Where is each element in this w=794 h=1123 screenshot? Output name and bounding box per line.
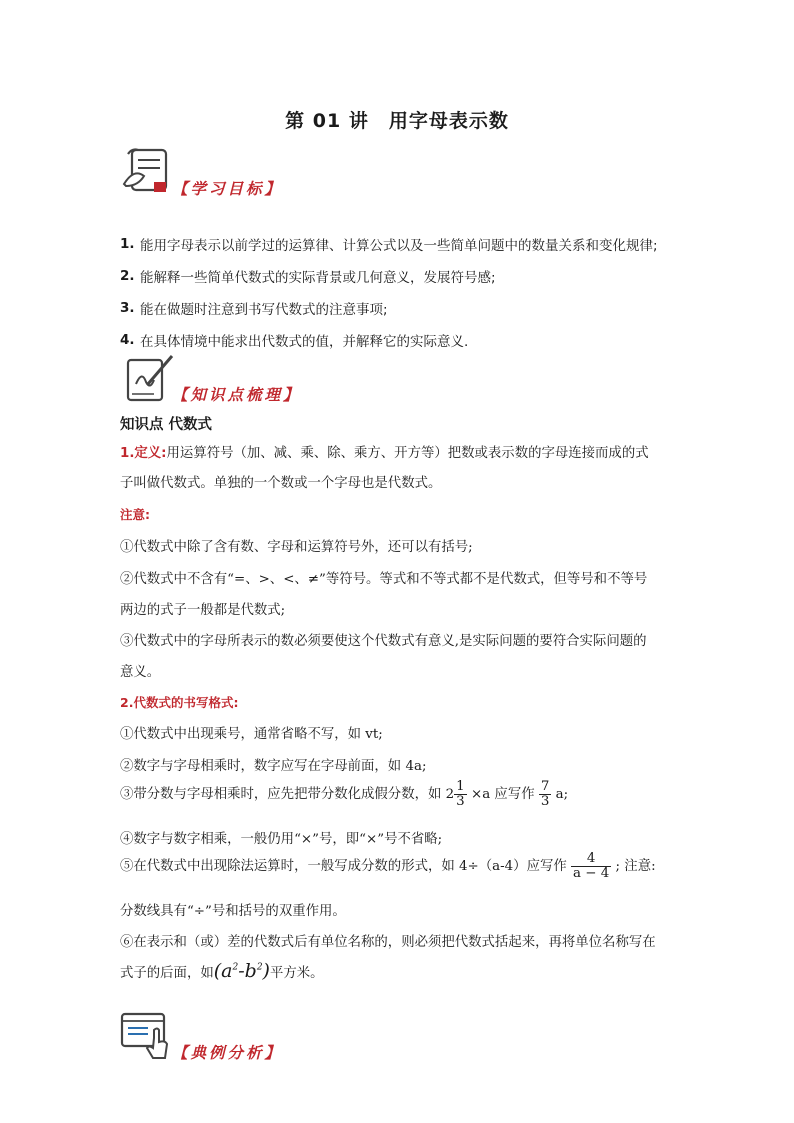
math-var-a: a [221,960,233,982]
definition-text: 用运算符号（加、减、乘、除、乘方、开方等）把数或表示数的字母连接而成的式 [166,446,649,461]
page-title: 第 01 讲 用字母表示数 [285,110,509,132]
goal-text: 能解释一些简单代数式的实际背景或几何意义，发展符号感; [140,270,496,286]
definition-line-2: 子叫做代数式。单独的一个数或一个字母也是代数式。 [120,476,442,491]
note-2-cont: 两边的式子一般都是代数式; [120,603,286,618]
mixed-fraction [454,780,467,809]
knowledge-section-badge [118,350,302,408]
goal-text: 能在做题时注意到书写代数式的注意事项; [140,302,388,318]
goals-list [120,228,700,356]
goals-section-badge [118,144,283,202]
note-1: ①代数式中除了含有数、字母和运算符号外，还可以有括号; [120,540,473,555]
fraction-numerator: 7 [540,779,550,794]
goal-item [120,292,700,324]
goals-section-label: 【学习目标】 [172,179,284,198]
format-rule-5-text: ⑤在代数式中出现除法运算时，一般写成分数的形式，如 4÷（a-4）应写作 [120,859,567,875]
improper-fraction [539,780,552,809]
format-rule-5-end: ; 注意: [615,859,656,875]
format-rule-3-mid: ×a 应写作 [470,787,535,803]
scroll-quill-icon [118,144,176,202]
note-3-cont: 意义。 [120,665,161,680]
goal-number: 3. [120,300,135,316]
format-rule-3 [120,780,680,809]
math-minus: - [238,960,245,982]
fraction-denominator: 3 [456,794,465,810]
format-rule-3-text: ③带分数与字母相乘时，应先把带分数化成假分数，如 [120,787,442,803]
format-rule-6: ⑥在表示和（或）差的代数式后有单位名称的，则必须把代数式括起来，再将单位名称写在 [120,935,656,950]
goal-item [120,228,700,260]
mixed-number [446,780,467,809]
math-expression: $(a^2-b^2)$ [213,960,270,982]
fraction-numerator: 1 [456,779,465,794]
definition-label: 1.定义: [120,446,167,461]
format-rule-6-cont [120,960,680,982]
format-rule-2: ②数字与字母相乘时，数字应写在字母前面，如 4a; [120,759,427,774]
fraction-numerator: 4 [586,851,596,866]
examples-section-label: 【典例分析】 [172,1043,284,1062]
format-label: 2.代数式的书写格式: [120,695,239,710]
fraction-denominator: a − 4 [573,866,610,882]
goal-text: 在具体情境中能求出代数式的值，并解释它的实际意义. [140,334,469,350]
screen-hand-icon [118,1008,176,1066]
pen-paper-icon [118,350,176,408]
goal-number: 1. [120,236,135,252]
mixed-whole: 2 [445,787,455,803]
format-rule-3-end: a; [555,787,569,803]
division-fraction [571,852,611,881]
goal-item [120,260,700,292]
format-rule-5-cont: 分数线具有“÷”号和括号的双重作用。 [120,904,346,919]
math-var-b: b [244,960,257,982]
format-rule-1: ①代数式中出现乘号，通常省略不写，如 vt; [120,727,383,742]
format-rule-5 [120,852,680,881]
math-exponent: 2 [256,962,263,973]
goal-text: 能用字母表示以前学过的运算律、计算公式以及一些简单问题中的数量关系和变化规律; [140,238,658,254]
note-3: ③代数式中的字母所表示的数必须要使这个代数式有意义,是实际问题的要符合实际问题的 [120,634,647,649]
knowledge-section-label: 【知识点梳理】 [172,385,302,404]
knowledge-heading: 知识点 代数式 [120,417,213,433]
examples-section-badge [118,1008,283,1066]
goal-number: 4. [120,332,135,348]
math-exponent: 2 [232,962,239,973]
definition-line [120,442,680,461]
format-rule-6-end: 平方米。 [269,966,324,981]
format-rule-4: ④数字与数字相乘，一般仍用“×”号，即“×”号不省略; [120,832,443,847]
fraction-denominator: 3 [540,794,550,810]
format-rule-6-text: 式子的后面，如 [120,966,214,981]
goal-number: 2. [120,268,135,284]
note-label: 注意: [120,507,150,522]
note-2: ②代数式中不含有“=、>、<、≠”等符号。等式和不等式都不是代数式，但等号和不等号 [120,572,648,587]
